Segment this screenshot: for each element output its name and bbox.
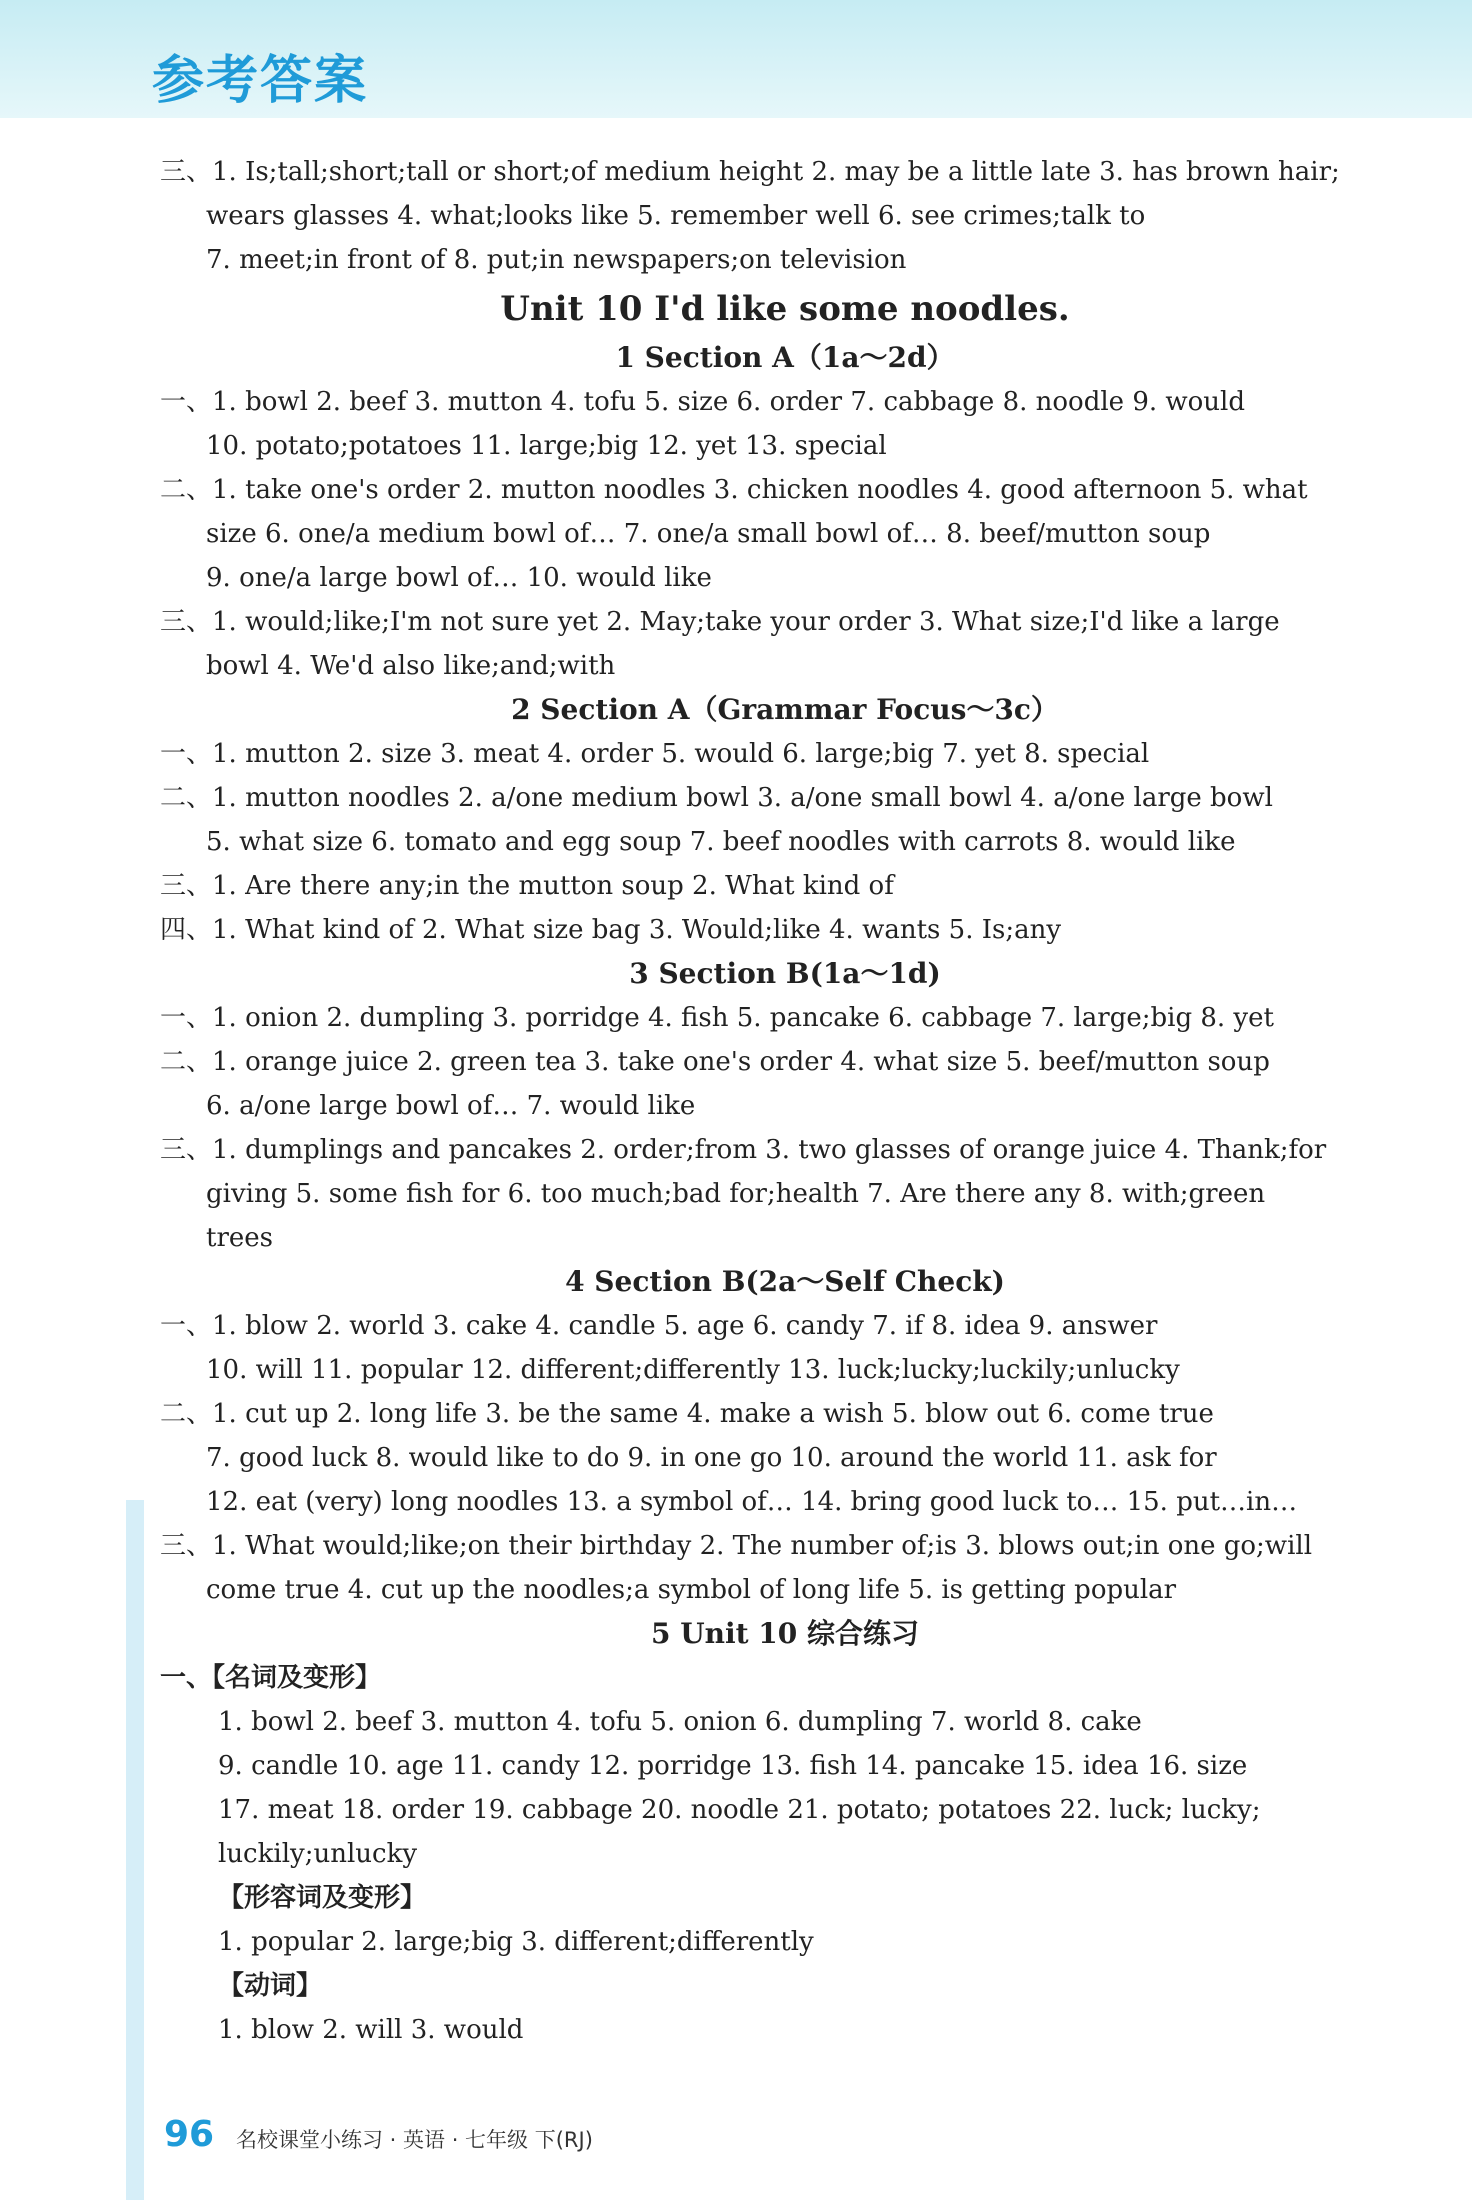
answer-line: trees — [206, 1223, 273, 1253]
section-title: 3 Section B(1a～1d) — [629, 957, 941, 990]
answer-line: come true 4. cut up the noodles;a symbol of long life 5. is getting popular — [206, 1575, 1177, 1605]
answer-line: 5. what size 6. tomato and egg soup 7. beef noodles with carrots 8. would like — [206, 827, 1236, 857]
section-title: 1 Section A（1a～2d） — [615, 341, 955, 374]
answer-content — [160, 150, 1410, 2052]
answer-line: 1. blow 2. will 3. would — [218, 2015, 524, 2045]
answer-line: 四、1. What kind of 2. What size bag 3. Would;like 4. wants 5. Is;any — [160, 915, 1062, 945]
answer-line: 1. popular 2. large;big 3. different;differently — [218, 1927, 814, 1957]
answer-line: size 6. one/a medium bowl of… 7. one/a small bowl of… 8. beef/mutton soup — [206, 519, 1211, 549]
answer-line: 二、1. cut up 2. long life 3. be the same 4. make a wish 5. blow out 6. come true — [160, 1399, 1214, 1429]
answer-line: 三、1. Is;tall;short;tall or short;of medium height 2. may be a little late 3. has brown hair; — [160, 157, 1340, 187]
answer-line: 9. candle 10. age 11. candy 12. porridge 13. fish 14. pancake 15. idea 16. size — [218, 1751, 1248, 1781]
answer-line: 二、1. orange juice 2. green tea 3. take one's order 4. what size 5. beef/mutton soup — [160, 1047, 1270, 1077]
answer-line: 7. good luck 8. would like to do 9. in one go 10. around the world 11. ask for — [206, 1443, 1217, 1473]
category-heading: 【形容词及变形】 — [218, 1883, 427, 1913]
book-info: 名校课堂小练习 · 英语 · 七年级 下(RJ) — [236, 2128, 593, 2152]
answer-line: 二、1. mutton noodles 2. a/one medium bowl 3. a/one small bowl 4. a/one large bowl — [160, 783, 1273, 813]
answer-line: 12. eat (very) long noodles 13. a symbol of… 14. bring good luck to… 15. put…in… — [206, 1487, 1298, 1517]
answer-line: 一、1. onion 2. dumpling 3. porridge 4. fish 5. pancake 6. cabbage 7. large;big 8. yet — [160, 1003, 1274, 1033]
answer-line: 1. bowl 2. beef 3. mutton 4. tofu 5. onion 6. dumpling 7. world 8. cake — [218, 1707, 1142, 1737]
category-heading: 一、【名词及变形】 — [160, 1663, 382, 1693]
side-decoration-bar — [126, 1500, 144, 2200]
answer-line: 一、1. bowl 2. beef 3. mutton 4. tofu 5. size 6. order 7. cabbage 8. noodle 9. would — [160, 387, 1246, 417]
answer-line: giving 5. some fish for 6. too much;bad for;health 7. Are there any 8. with;green — [206, 1179, 1266, 1209]
answer-line: 三、1. dumplings and pancakes 2. order;from 3. two glasses of orange juice 4. Thank;for — [160, 1135, 1327, 1165]
answer-line: 一、1. blow 2. world 3. cake 4. candle 5. age 6. candy 7. if 8. idea 9. answer — [160, 1311, 1158, 1341]
answer-line: 10. potato;potatoes 11. large;big 12. yet 13. special — [206, 431, 887, 461]
section-title: 2 Section A（Grammar Focus～3c） — [511, 693, 1059, 726]
answer-line: 17. meat 18. order 19. cabbage 20. noodle 21. potato; potatoes 22. luck; lucky; — [218, 1795, 1261, 1825]
answer-line: 三、1. Are there any;in the mutton soup 2. What kind of — [160, 871, 894, 901]
answer-line: 6. a/one large bowl of… 7. would like — [206, 1091, 696, 1121]
answer-line: wears glasses 4. what;looks like 5. remember well 6. see crimes;talk to — [206, 201, 1146, 231]
answer-line: bowl 4. We'd also like;and;with — [206, 651, 616, 681]
answer-line: 9. one/a large bowl of… 10. would like — [206, 563, 712, 593]
answer-line: 二、1. take one's order 2. mutton noodles 3. chicken noodles 4. good afternoon 5. what — [160, 475, 1308, 505]
answer-line: 三、1. would;like;I'm not sure yet 2. May;take your order 3. What size;I'd like a large — [160, 607, 1280, 637]
unit-title: Unit 10 I'd like some noodles. — [500, 289, 1070, 329]
category-heading: 【动词】 — [218, 1971, 323, 2001]
answer-line: luckily;unlucky — [218, 1839, 418, 1869]
section-title: 4 Section B(2a～Self Check) — [565, 1265, 1005, 1298]
answer-line: 7. meet;in front of 8. put;in newspapers;on television — [206, 245, 907, 275]
page-number: 96 — [164, 2114, 215, 2155]
answer-line: 一、1. mutton 2. size 3. meat 4. order 5. would 6. large;big 7. yet 8. special — [160, 739, 1150, 769]
answer-line: 三、1. What would;like;on their birthday 2. The number of;is 3. blows out;in one go;will — [160, 1531, 1313, 1561]
section-title: 5 Unit 10 综合练习 — [650, 1617, 920, 1650]
page-title: 参考答案 — [152, 51, 369, 111]
answer-line: 10. will 11. popular 12. different;differently 13. luck;lucky;luckily;unlucky — [206, 1355, 1180, 1385]
